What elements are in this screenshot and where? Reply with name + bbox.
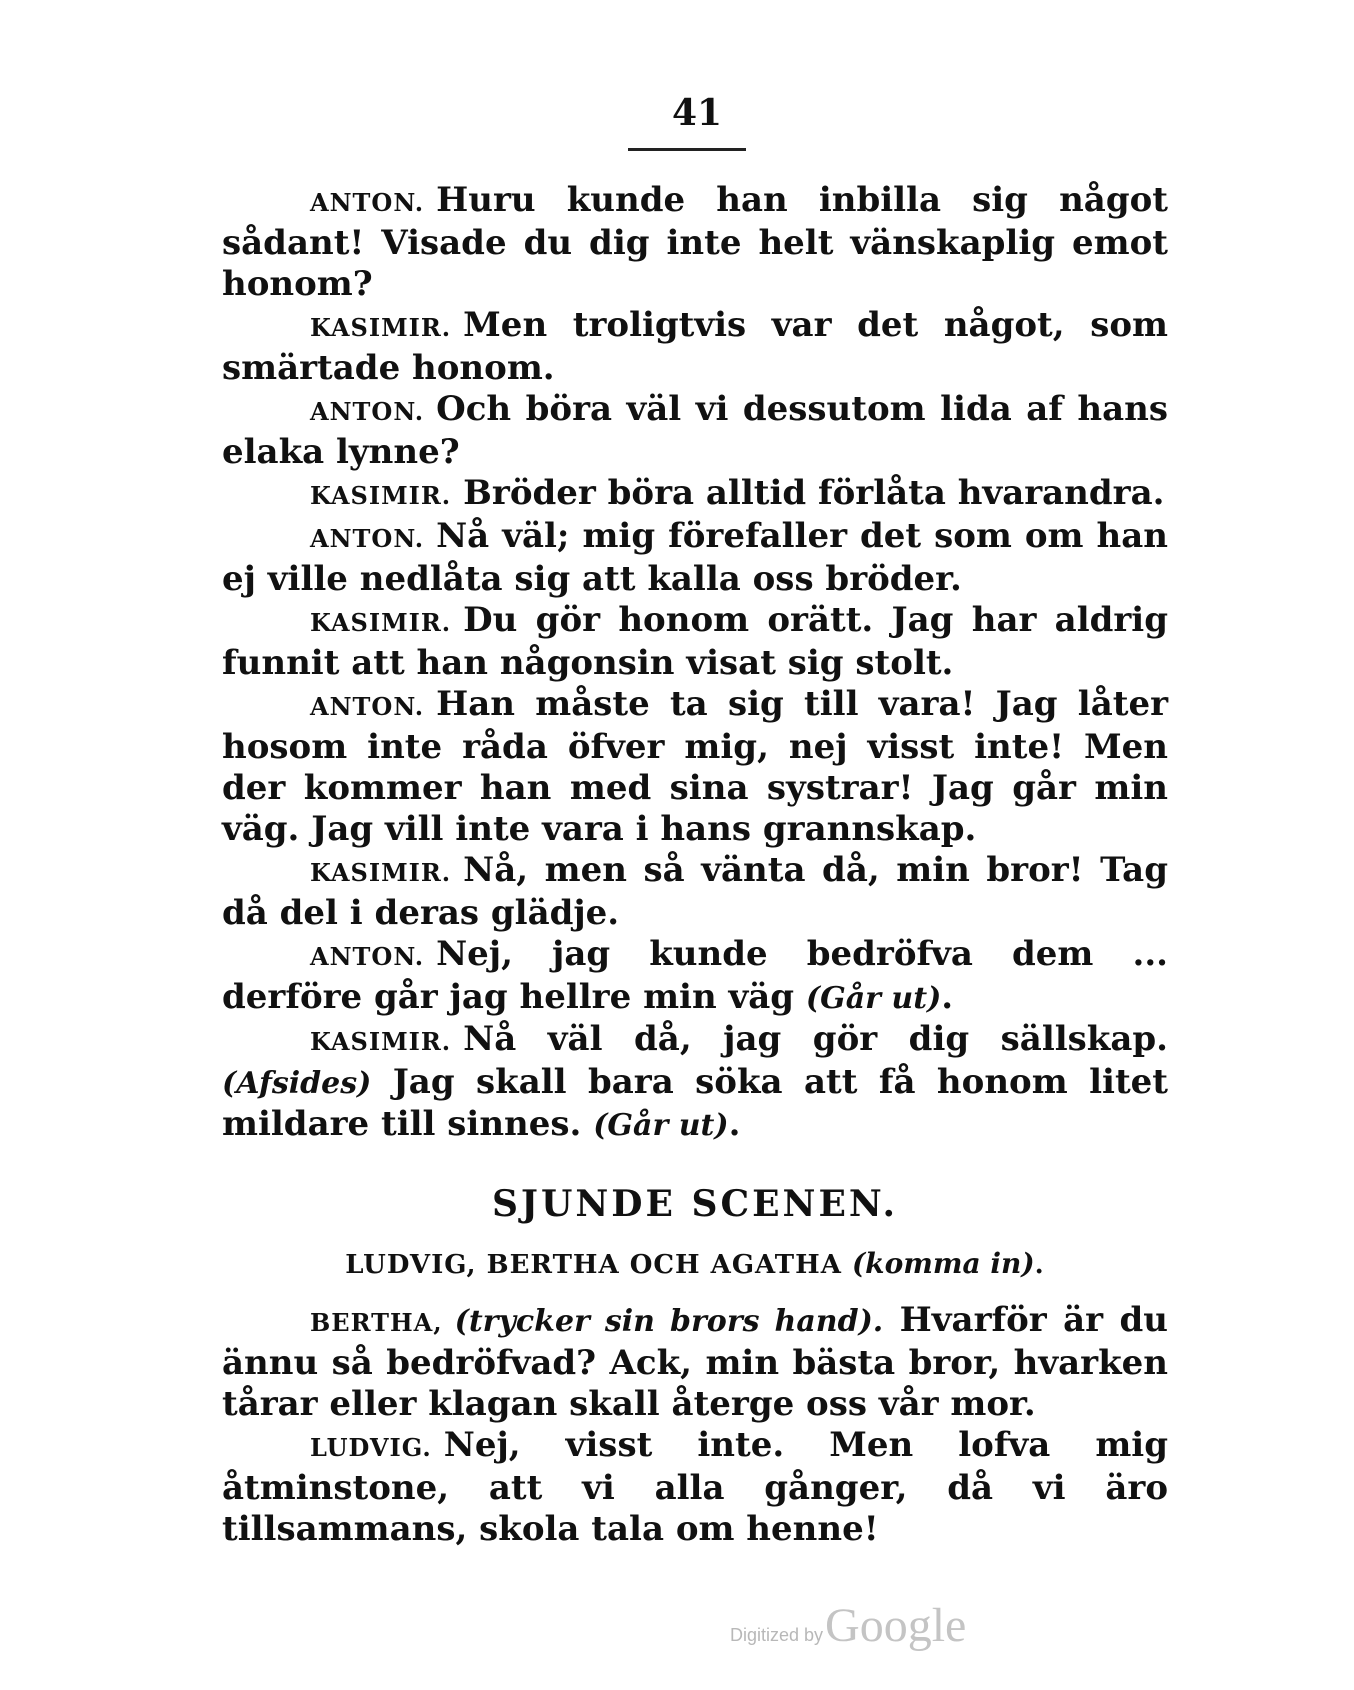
line-text: Och böra väl vi dessutom lida af hans elaka lynne? <box>222 389 1168 472</box>
line-text: Nej, jag kunde bedröfva dem ... derföre går jag hellre min väg <box>222 934 1168 1017</box>
line-text: Han måste ta sig till vara! Jag låter hosom inte råda öfver mig, nej visst inte! Men der kommer han med sina systrar! Jag går min väg. Jag vill inte vara i hans grannskap. <box>222 684 1168 849</box>
dialogue-line <box>222 600 1168 684</box>
line-text-end: . <box>728 1104 741 1144</box>
dialogue-line <box>222 850 1168 934</box>
page-number: 41 <box>671 92 723 134</box>
watermark-small-text: Digitized by <box>730 1625 824 1645</box>
speaker-name: KASIMIR. <box>310 481 452 510</box>
line-text-continued: Jag skall bara söka att få honom litet mildare till sinnes. <box>222 1062 1168 1144</box>
speaker-name: KASIMIR. <box>310 858 452 887</box>
speaker-name: KASIMIR. <box>310 1027 452 1056</box>
dialogue-line <box>222 180 1168 305</box>
line-text: Nej, visst inte. Men lofva mig åtminstone, att vi alla gånger, då vi äro tillsammans, skola tala om henne! <box>222 1425 1168 1549</box>
line-text: Hvarför är du ännu så bedröfvad? Ack, min bästa bror, hvarken tårar eller klagan skall återge oss vår mor. <box>222 1300 1168 1424</box>
speaker-name: ANTON. <box>310 524 425 553</box>
speaker-name: ANTON. <box>310 188 425 217</box>
speaker-name: KASIMIR. <box>310 313 452 342</box>
stage-direction: (Går ut) <box>805 981 942 1016</box>
line-text: Bröder böra alltid förlåta hvarandra. <box>463 473 1165 513</box>
dialogue-line <box>222 934 1168 1019</box>
speaker-name: KASIMIR. <box>310 608 452 637</box>
dialogue-line <box>222 473 1168 516</box>
speaker-name: LUDVIG. <box>310 1433 432 1462</box>
dialogue-line <box>222 1300 1168 1425</box>
line-text: Men troligtvis var det något, som smärtade honom. <box>222 305 1168 388</box>
speaker-name: BERTHA, <box>310 1308 443 1337</box>
line-text-end: . <box>941 977 954 1017</box>
dialogue-line <box>222 305 1168 389</box>
speaker-name: ANTON. <box>310 942 425 971</box>
stage-direction: (Afsides) <box>222 1066 372 1101</box>
dialogue-block-2 <box>222 1300 1168 1550</box>
line-text: Nå, men så vänta då, min bror! Tag då del i deras glädje. <box>222 850 1168 933</box>
cast-names: LUDVIG, BERTHA OCH AGATHA <box>345 1250 842 1280</box>
dialogue-line <box>222 516 1168 600</box>
dialogue-line <box>222 1425 1168 1550</box>
digitized-by-google-watermark <box>730 1598 966 1658</box>
speaker-name: ANTON. <box>310 397 425 426</box>
line-text: Nå väl; mig förefaller det som om han ej ville nedlåta sig att kalla oss bröder. <box>222 516 1168 599</box>
scene-title: SJUNDE SCENEN. <box>491 1183 899 1225</box>
stage-direction: (komma in) <box>851 1247 1035 1280</box>
speaker-name: ANTON. <box>310 692 425 721</box>
dialogue-line <box>222 389 1168 473</box>
dialogue-line <box>222 1019 1168 1146</box>
line-text: Nå väl då, jag gör dig sällskap. <box>463 1019 1168 1059</box>
page-number-rule <box>628 148 746 151</box>
google-logo: Google <box>825 1599 967 1652</box>
line-text: Huru kunde han inbilla sig något sådant! Visade du dig inte helt vänskaplig emot honom? <box>222 180 1168 304</box>
dialogue-line <box>222 684 1168 850</box>
stage-direction: (Går ut) <box>593 1108 729 1143</box>
scene-cast <box>222 1244 1168 1285</box>
stage-direction: (trycker sin brors hand). <box>454 1304 884 1339</box>
line-text: Du gör honom orätt. Jag har aldrig funnit att han någonsin visat sig stolt. <box>222 600 1168 683</box>
dialogue-block-1 <box>222 180 1168 1146</box>
cast-end: . <box>1034 1250 1045 1280</box>
